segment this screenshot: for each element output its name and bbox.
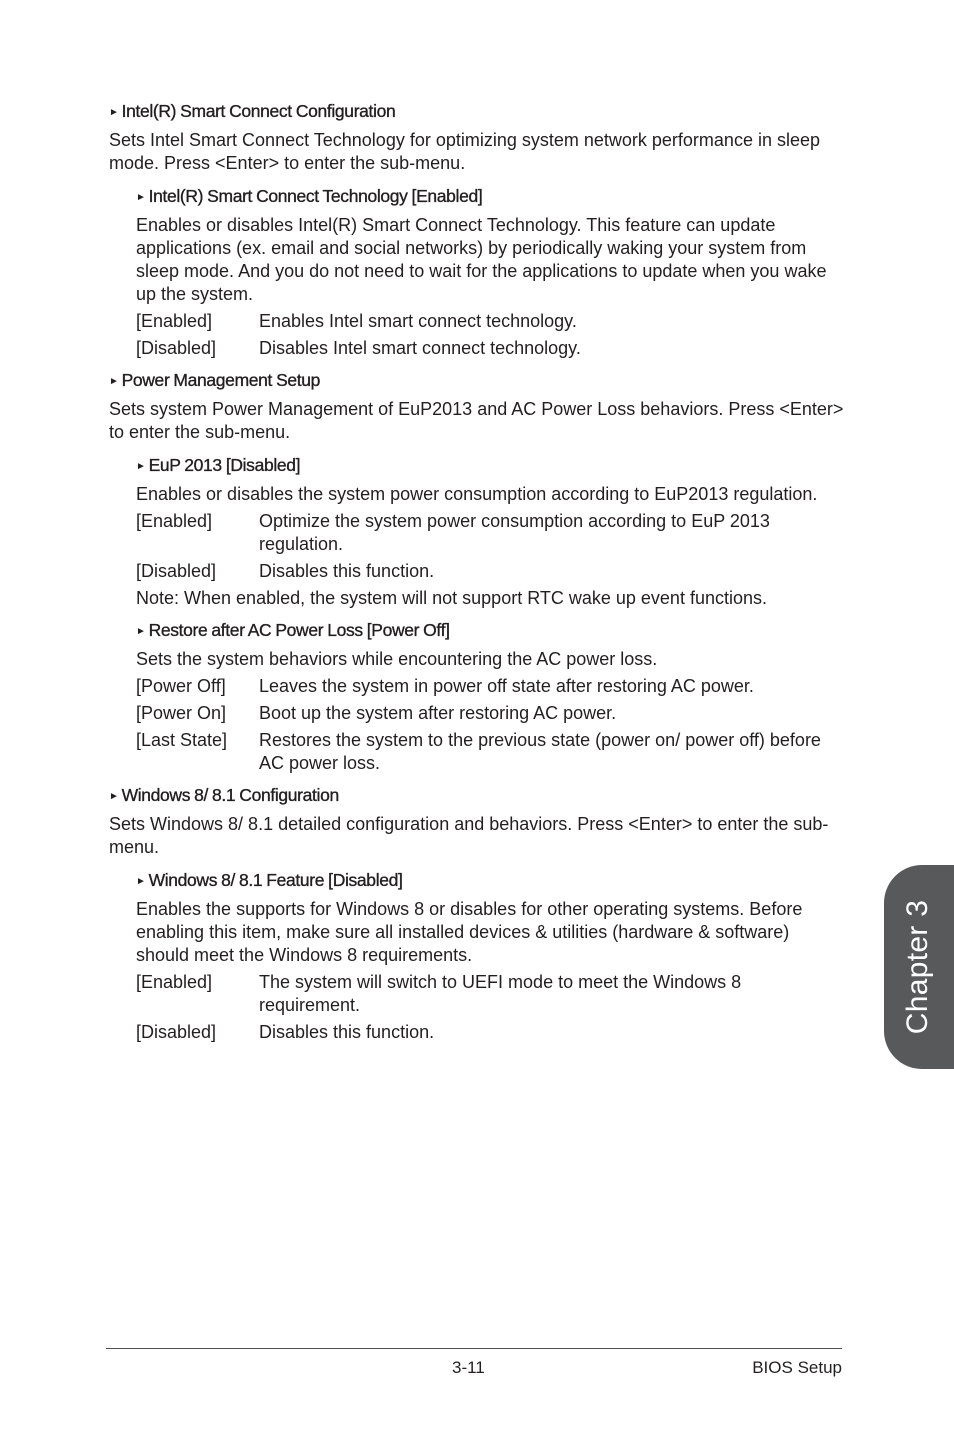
option-value: Leaves the system in power off state after restoring AC power. [259, 676, 754, 696]
section-description: Sets Intel Smart Connect Technology for optimizing system network performance in sleep mode. Press <Enter> to enter the sub-menu. [109, 130, 820, 173]
sub-item-description: Enables or disables the system power consumption according to EuP2013 regulation. [136, 484, 818, 504]
triangle-right-icon: ► [109, 376, 119, 387]
option-value: Enables Intel smart connect technology. [259, 311, 577, 331]
option-row [136, 560, 844, 583]
section-heading: ► Power Management Setup [109, 369, 844, 393]
sub-item [136, 454, 844, 610]
option-row [136, 729, 844, 775]
option-row [136, 337, 844, 360]
option-row [136, 510, 844, 556]
option-value: Disables this function. [259, 1022, 435, 1042]
option-value: Boot up the system after restoring AC power. [259, 703, 617, 723]
note-text: Note: When enabled, the system will not support RTC wake up event functions. [136, 588, 767, 608]
option-key: [Disabled] [136, 338, 217, 358]
option-key: [Enabled] [136, 972, 213, 992]
sub-item-description: Sets the system behaviors while encountering the AC power loss. [136, 649, 658, 669]
sub-item-description: Enables the supports for Windows 8 or disables for other operating systems. Before enabling this item, make sure all installed devices & utilities (hardware & software) should meet the Windows 8 requirements. [136, 899, 803, 965]
sub-item [136, 619, 844, 775]
option-key: [Disabled] [136, 1022, 217, 1042]
section-heading: ► Intel(R) Smart Connect Configuration [109, 100, 844, 124]
sub-item-description: Enables or disables Intel(R) Smart Connect Technology. This feature can update applications (ex. email and social networks) by periodically waking your system from sleep mode. And you do not need to wait for the applications to update when you wake up the system. [136, 215, 827, 304]
option-row [136, 310, 844, 333]
section-heading: ► Windows 8/ 8.1 Configuration [109, 784, 844, 808]
option-row [136, 971, 844, 1017]
option-key: [Enabled] [136, 311, 213, 331]
triangle-right-icon: ► [136, 461, 146, 472]
page-number: 3-11 [452, 1358, 485, 1377]
option-value: The system will switch to UEFI mode to meet the Windows 8 requirement. [259, 972, 742, 1015]
sub-item-heading: ► Restore after AC Power Loss [Power Off] [136, 619, 844, 643]
option-key: [Disabled] [136, 561, 217, 581]
option-key: [Power On] [136, 703, 227, 723]
option-row [136, 675, 844, 698]
section-description: Sets Windows 8/ 8.1 detailed configuration and behaviors. Press <Enter> to enter the sub-menu. [109, 814, 829, 857]
triangle-right-icon: ► [136, 626, 146, 637]
footer-title: BIOS Setup [752, 1358, 842, 1377]
triangle-right-icon: ► [136, 876, 146, 887]
section-description: Sets system Power Management of EuP2013 and AC Power Loss behaviors. Press <Enter> to enter the sub-menu. [109, 399, 844, 442]
sub-item [136, 185, 844, 360]
sub-item-heading: ► EuP 2013 [Disabled] [136, 454, 844, 478]
sub-item-heading: ► Windows 8/ 8.1 Feature [Disabled] [136, 869, 844, 893]
triangle-right-icon: ► [136, 192, 146, 203]
option-row [136, 1021, 844, 1044]
triangle-right-icon: ► [109, 107, 119, 118]
option-value: Disables this function. [259, 561, 435, 581]
sub-item [136, 869, 844, 1044]
chapter-label: Chapter 3 [901, 899, 934, 1035]
option-key: [Last State] [136, 730, 228, 750]
option-value: Restores the system to the previous state (power on/ power off) before AC power loss. [259, 730, 821, 773]
footer-divider [106, 1348, 842, 1349]
option-value: Disables Intel smart connect technology. [259, 338, 581, 358]
sub-item-heading: ► Intel(R) Smart Connect Technology [Enabled] [136, 185, 844, 209]
option-key: [Enabled] [136, 511, 213, 531]
option-key: [Power Off] [136, 676, 226, 696]
manual-content [109, 100, 844, 1048]
option-value: Optimize the system power consumption according to EuP 2013 regulation. [259, 511, 770, 554]
chapter-tab [884, 865, 954, 1069]
option-row [136, 702, 844, 725]
triangle-right-icon: ► [109, 791, 119, 802]
